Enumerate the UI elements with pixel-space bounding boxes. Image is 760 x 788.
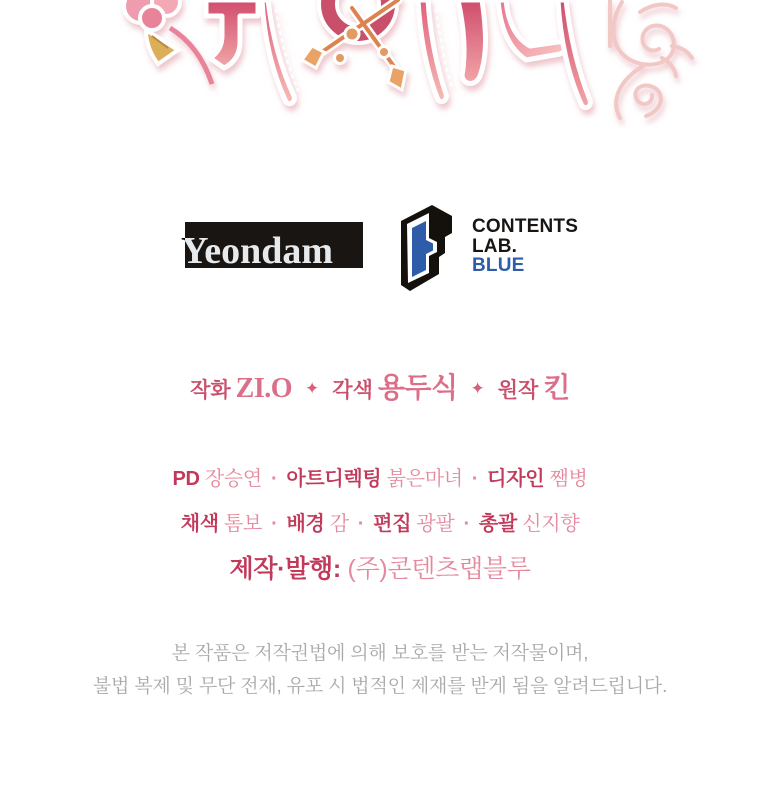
credit-person-name: 광팔 [416, 513, 455, 535]
production-company: (주)콘텐츠랩블루 [347, 555, 531, 583]
credit-person-name: 장승연 [204, 468, 262, 490]
credit-role-label: 편집 [373, 513, 412, 535]
credit-person-name: 신지향 [522, 513, 580, 535]
credit-person-name: 쨈병 [549, 468, 588, 490]
credit-role-label: 디자인 [487, 468, 545, 490]
credit-person-name: 톰보 [224, 513, 263, 535]
credits-staff-row-2 [0, 507, 760, 536]
credit-role-label: 채색 [180, 513, 219, 535]
credit-role-label: 배경 [286, 513, 325, 535]
yeondam-logo-wordmark: Yeondam [181, 230, 334, 272]
credit-person-name: ZI.O [235, 373, 293, 404]
credits-main-row [0, 366, 760, 406]
credit-person-name: 용두식 [377, 373, 458, 404]
separator-dot: · [357, 513, 365, 535]
rose-icon [124, 0, 212, 84]
clb-text-line2: LAB. [472, 235, 518, 257]
title-artwork [0, 0, 760, 128]
credit-role-label: 총괄 [478, 513, 517, 535]
flourish-swirl-icon [610, 0, 692, 118]
credit-role-label: 아트디렉팅 [286, 468, 382, 490]
separator-diamond: ✦ [470, 379, 485, 398]
clb-text-line3: BLUE [472, 255, 525, 276]
copyright-line-1: 본 작품은 저작권법에 의해 보호를 받는 저작물이며, [171, 643, 589, 664]
credit-person-name: 감 [329, 513, 349, 535]
credit-person-name: 킨 [543, 373, 570, 404]
separator-dot: · [270, 468, 278, 490]
contents-lab-blue-logo-icon [397, 203, 455, 295]
separator-dot: · [271, 513, 278, 535]
separator-dot: · [463, 513, 470, 535]
separator-diamond: ✦ [305, 379, 320, 398]
credits-staff-row-1 [0, 462, 760, 491]
credit-role-label: 각색 [332, 378, 373, 402]
clb-text-line1: CONTENTS [472, 216, 579, 237]
credits-production-row [0, 549, 760, 585]
credit-person-name: 붉은마녀 [386, 468, 463, 490]
copyright-line-2: 불법 복제 및 무단 전재, 유포 시 법적인 제재를 받게 됨을 알려드립니다. [92, 676, 668, 697]
copyright-notice [0, 637, 760, 703]
credit-role-label: 원작 [497, 378, 539, 402]
production-label: 제작·발행: [229, 555, 341, 583]
credit-role-label: PD [172, 468, 200, 490]
contents-lab-blue-logo-text [472, 217, 612, 276]
credit-role-label: 작화 [190, 378, 231, 402]
separator-dot: · [471, 468, 479, 490]
